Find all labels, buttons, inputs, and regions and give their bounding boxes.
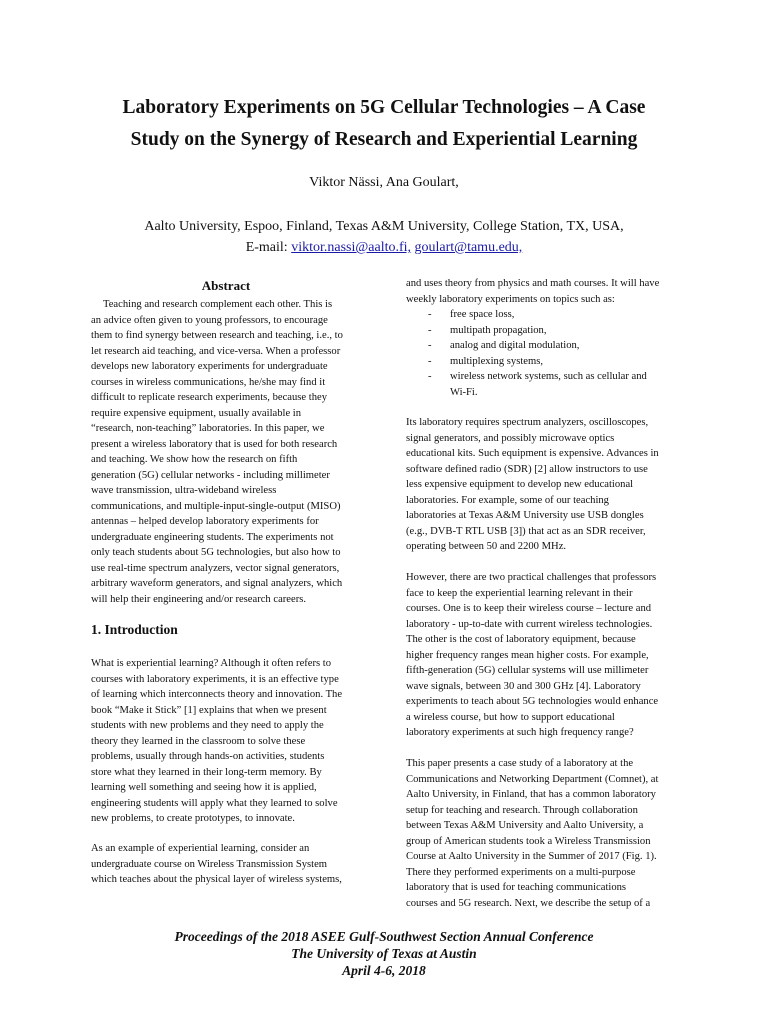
text-line: problems, usually through hands-on activities, students [91,751,325,762]
case-study-paragraph [406,756,678,911]
intro-paragraph-1 [91,656,361,827]
text-line: students with new problems and they need to apply the [91,720,324,731]
bullet-dash-icon: - [428,340,432,351]
text-line: them to find synergy between research and teaching, i.e., to [91,330,343,341]
bullet-dash-icon: - [428,371,432,382]
footer-venue: The University of Texas at Austin [291,946,477,961]
text-line: laboratory - up-to-date with current wireless technologies. [406,618,653,630]
text-line: courses with laboratory experiments, it is an effective type [91,673,339,685]
text-line: store what they learned in their long-term memory. By [91,766,322,778]
text-line: wave signals, between 30 and 300 GHz [4]. Laboratory [406,680,641,692]
text-line: undergraduate course on Wireless Transmission System [91,858,328,870]
text-line: laboratories. For example, some of our teaching [406,494,609,506]
text-line: theory they learned in the classroom to solve these [91,735,306,747]
text-line: Aalto University, in Finland, that has a common laboratory [406,789,656,800]
text-line: laboratory that is used for teaching communications [406,882,627,893]
list-item-text: multiplexing systems, [450,355,543,367]
topic-list [406,307,647,400]
text-line: laboratories at Texas A&M University use USB dongles [406,510,644,521]
text-line: develops new laboratory experiments for undergraduate [91,361,328,372]
email-link-2[interactable]: goulart@tamu.edu, [414,240,523,255]
text-line: undergraduate engineering students. The experiments not [91,531,334,543]
text-line: weekly laboratory experiments on topics such as: [406,293,615,305]
challenges-paragraph [406,570,678,741]
title-line-2: Study on the Synergy of Research and Experiential Learning [130,129,638,150]
text-line: use real-time spectrum analyzers, vector signal generators, [91,562,340,574]
text-line: fifth-generation (5G) cellular systems will use millimeter [406,665,649,676]
text-line: Communications and Networking Department (Comnet), at [406,773,659,785]
intro-paragraph-2 [91,841,361,888]
list-item-text: wireless network systems, such as cellular and [450,371,647,382]
section-heading-introduction: 1. Introduction [91,622,178,637]
text-line: This paper presents a case study of a laboratory at the [406,758,634,769]
text-line: between Texas A&M University and Aalto University, a [406,820,644,831]
text-line: require expensive equipment, usually available in [91,407,302,419]
footer-proceedings: Proceedings of the 2018 ASEE Gulf-Southwest Section Annual Conference [174,929,594,944]
text-line: software defined radio (SDR) [2] allow instructors to use [406,463,648,475]
list-item-text: multipath propagation, [450,324,547,336]
text-line: a wireless course, but how to support educational [406,711,615,723]
text-line: will help their engineering and/or research careers. [91,593,307,605]
list-item [406,369,647,385]
text-line: Its laboratory requires spectrum analyzers, oscilloscopes, [406,417,649,428]
list-item-text: analog and digital modulation, [450,340,580,351]
text-line: difficult to replicate research experiments, because they [91,392,327,403]
text-line: learning well something and seeing how it is applied, [91,782,317,793]
text-line: experiments to teach about 5G technologies would enhance [406,696,659,707]
email-link-1[interactable]: viktor.nassi@aalto.fi, [291,240,412,255]
text-line: courses in wireless communications, he/she may find it [91,376,326,388]
affiliation: Aalto University, Espoo, Finland, Texas A&M University, College Station, TX, USA, [144,219,624,234]
text-line: What is experiential learning? Although it often refers to [91,658,332,669]
text-line: As an example of experiential learning, consider an [91,843,310,854]
text-line: higher frequency ranges mean higher costs. For example, [406,649,649,661]
text-line: book “Make it Stick” [1] explains that when we present [91,704,327,716]
text-line: face to keep the experiential learning relevant in their [406,587,633,599]
text-line: communications, and multiple-input-single-output (MISO) [91,500,341,512]
text-line: less expensive equipment to develop new educational [406,479,634,490]
text-line: There they performed experiments on a multi-purpose [406,866,636,878]
right-col-continuation [406,276,678,307]
text-line: only teach students about 5G technologies, but also how to [91,547,341,558]
text-line: Course at Aalto University in the Summer of 2017 (Fig. 1). [406,851,657,862]
text-line: Teaching and research complement each other. This is [103,299,333,310]
text-line: courses. One is to keep their wireless course – lecture and [406,603,652,614]
text-line: setup for teaching and research. Through collaboration [406,804,638,816]
text-line: an advice often given to young professors, to encourage [91,314,328,326]
text-line: educational kits. Such equipment is expensive. Advances in [406,448,659,459]
text-line: “research, non-teaching” laboratories. In this paper, we [91,423,325,434]
footer-date: April 4-6, 2018 [342,963,426,978]
bullet-dash-icon: - [428,324,432,336]
bullet-dash-icon: - [428,355,432,367]
text-line: However, there are two practical challenges that professors [406,572,657,583]
text-line: (e.g., DVB-T RTL USB [3]) that act as an SDR receiver, [406,525,646,537]
list-item-continuation: Wi-Fi. [450,386,478,398]
text-line: courses and 5G research. Next, we describe the setup of a [406,897,651,909]
text-line: and uses theory from physics and math courses. It will have [406,278,660,289]
text-line: operating between 50 and 2200 MHz. [406,541,567,552]
paper-title [80,92,688,156]
text-line: laboratory experiments at such high frequency range? [406,727,634,738]
text-line: present a wireless laboratory that is used for both research [91,438,338,450]
text-line: arbitrary waveform generators, and signal analyzers, which [91,578,343,589]
author-list: Viktor Nässi, Ana Goulart, [309,175,459,190]
email-label: E-mail: [245,240,292,255]
conference-footer [0,928,768,979]
list-item-text: free space loss, [450,309,515,320]
list-item [406,338,647,354]
list-item [406,307,647,323]
abstract-heading: Abstract [201,278,251,293]
bullet-dash-icon: - [428,309,432,320]
abstract-body [91,297,361,607]
text-line: signal generators, and possibly microwave optics [406,432,615,444]
text-line: of learning which interconnects theory and innovation. The [91,689,343,700]
text-line: generation (5G) cellular networks - including millimeter [91,469,330,481]
text-line: and teaching. We show how the research on fifth [91,454,298,465]
text-line: let research aid teaching, and vice-versa. When a professor [91,345,341,357]
lab-equipment-paragraph [406,415,678,555]
text-line: antennas – helped develop laboratory experiments for [91,516,319,527]
text-line: which teaches about the physical layer of wireless systems, [91,874,342,885]
text-line: group of American students took a Wireless Transmission [406,835,651,847]
list-item [406,323,647,339]
text-line: new problems, to create prototypes, to innovate. [91,813,295,824]
title-line-1: Laboratory Experiments on 5G Cellular Technologies – A Case [122,97,646,118]
affiliation-block [0,216,768,258]
text-line: The other is the cost of laboratory equipment, because [406,634,636,645]
text-line: wave transmission, ultra-wideband wireless [91,485,277,496]
email-line [0,237,768,258]
text-line: engineering students will apply what they learned to solve [91,797,338,809]
list-item [406,354,647,370]
